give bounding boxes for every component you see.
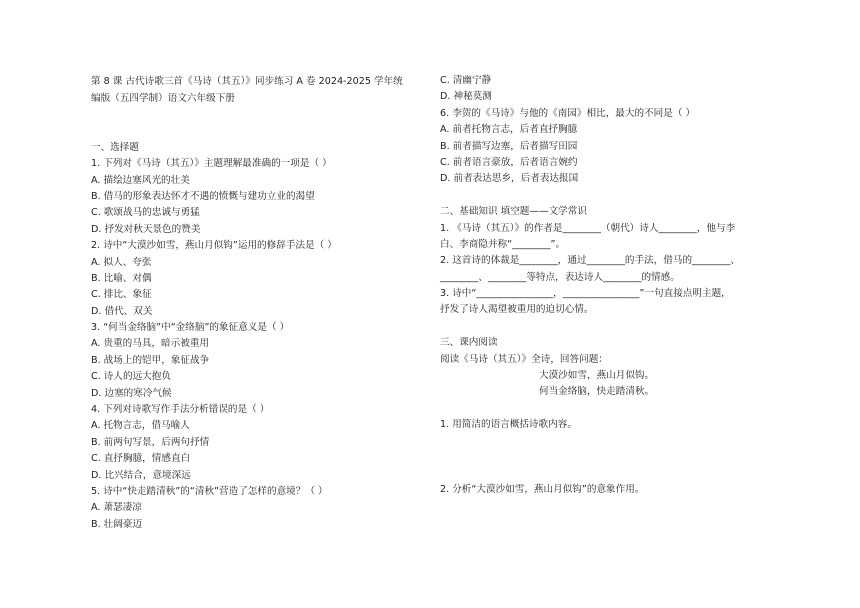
q5-option-d: D. 神秘莫测	[440, 91, 492, 103]
fill-blank-line-4: ________、________等特点，表达诗人________的情感。	[440, 271, 680, 283]
q6-option-c: C. 前者语言豪放，后者语言婉约	[440, 156, 578, 168]
q4-option-a: A. 托物言志，借马喻人	[91, 420, 190, 432]
question-5: 5. 诗中“快走踏清秋”的“清秋”营造了怎样的意境？（ ）	[91, 486, 328, 497]
question-4: 4. 下列对诗歌写作手法分析错误的是（ ）	[91, 404, 270, 416]
poem-line-2: 何当金络脑，快走踏清秋。	[539, 386, 655, 398]
q1-option-b: B. 借马的形象表达怀才不遇的愤慨与建功立业的渴望	[91, 190, 315, 202]
q1-option-a: A. 描绘边塞风光的壮美	[91, 174, 190, 186]
reading-intro: 阅读《马诗（其五）》全诗，回答问题：	[440, 353, 608, 365]
q6-option-b: B. 前者描写边塞，后者描写田园	[440, 140, 578, 152]
q2-option-c: C. 排比、象征	[91, 289, 152, 301]
title-line-1: 第 8 课 古代诗歌三首《马诗（其五）》同步练习 A 卷 2024-2025 学年统	[91, 76, 403, 87]
question-6: 6. 李贺的《马诗》与他的《南园》相比，最大的不同是（ ）	[440, 107, 696, 119]
fill-blank-line-1: 1. 《马诗（其五）》的作者是________（朝代）诗人________，他与李	[440, 222, 736, 234]
q6-option-d: D. 前者表达思乡，后者表达报国	[440, 173, 579, 185]
q4-option-b: B. 前两句写景，后两句抒情	[91, 436, 210, 448]
q1-option-d: D. 抒发对秋天景色的赞美	[91, 223, 201, 235]
q3-option-d: D. 边塞的寒冷气候	[91, 387, 172, 399]
reading-question-1: 1. 用简洁的语言概括诗歌内容。	[440, 419, 577, 431]
fill-blank-line-2: 白、李商隐并称“________”。	[440, 238, 566, 250]
poem-line-1: 大漠沙如雪，燕山月似钩。	[539, 370, 655, 382]
section-1-heading: 一、选择题	[91, 141, 139, 153]
fill-blank-line-6: 抒发了诗人渴望被重用的迫切心情。	[440, 304, 594, 316]
q3-option-c: C. 诗人的远大抱负	[91, 371, 171, 383]
q4-option-c: C. 直抒胸臆，情感直白	[91, 453, 191, 465]
question-2: 2. 诗中“大漠沙如雪，燕山月似钩”运用的修辞手法是（ ）	[91, 240, 337, 252]
q4-option-d: D. 比兴结合，意境深远	[91, 469, 191, 481]
q1-option-c: C. 歌颂战马的忠诚与勇猛	[91, 207, 200, 219]
q3-option-a: A. 贵重的马具，暗示被重用	[91, 338, 210, 350]
q2-option-b: B. 比喻、对偶	[91, 272, 152, 284]
left-column	[91, 73, 426, 533]
fill-blank-line-3: 2. 这首诗的体裁是________，通过________的手法，借马的________、	[440, 255, 741, 267]
q5-option-b: B. 壮阔豪迈	[91, 518, 143, 530]
q2-option-a: A. 拟人、夸张	[91, 256, 152, 268]
right-column	[440, 73, 785, 498]
q2-option-d: D. 借代、双关	[91, 305, 153, 317]
question-1: 1. 下列对《马诗（其五）》主题理解最准确的一项是（ ）	[91, 158, 332, 170]
q5-option-a: A. 萧瑟凄凉	[91, 502, 142, 514]
q3-option-b: B. 战场上的铠甲，象征战争	[91, 354, 210, 366]
section-2-heading: 二、基础知识 填空题——文学常识	[440, 206, 587, 218]
fill-blank-line-5: 3. 诗中“________________，________________”一句直接点明主题，	[440, 288, 731, 300]
q6-option-a: A. 前者托物言志，后者直抒胸臆	[440, 124, 578, 136]
question-3: 3. “何当金络脑”中“金络脑”的象征意义是（ ）	[91, 322, 290, 334]
worksheet-title	[91, 73, 426, 107]
title-line-2: 编版（五四学制）语文六年级下册	[91, 93, 235, 104]
q5-option-c: C. 清幽宁静	[440, 75, 492, 86]
section-3-heading: 三、课内阅读	[440, 337, 498, 349]
reading-question-2: 2. 分析“大漠沙如雪，燕山月似钩”的意象作用。	[440, 483, 645, 495]
